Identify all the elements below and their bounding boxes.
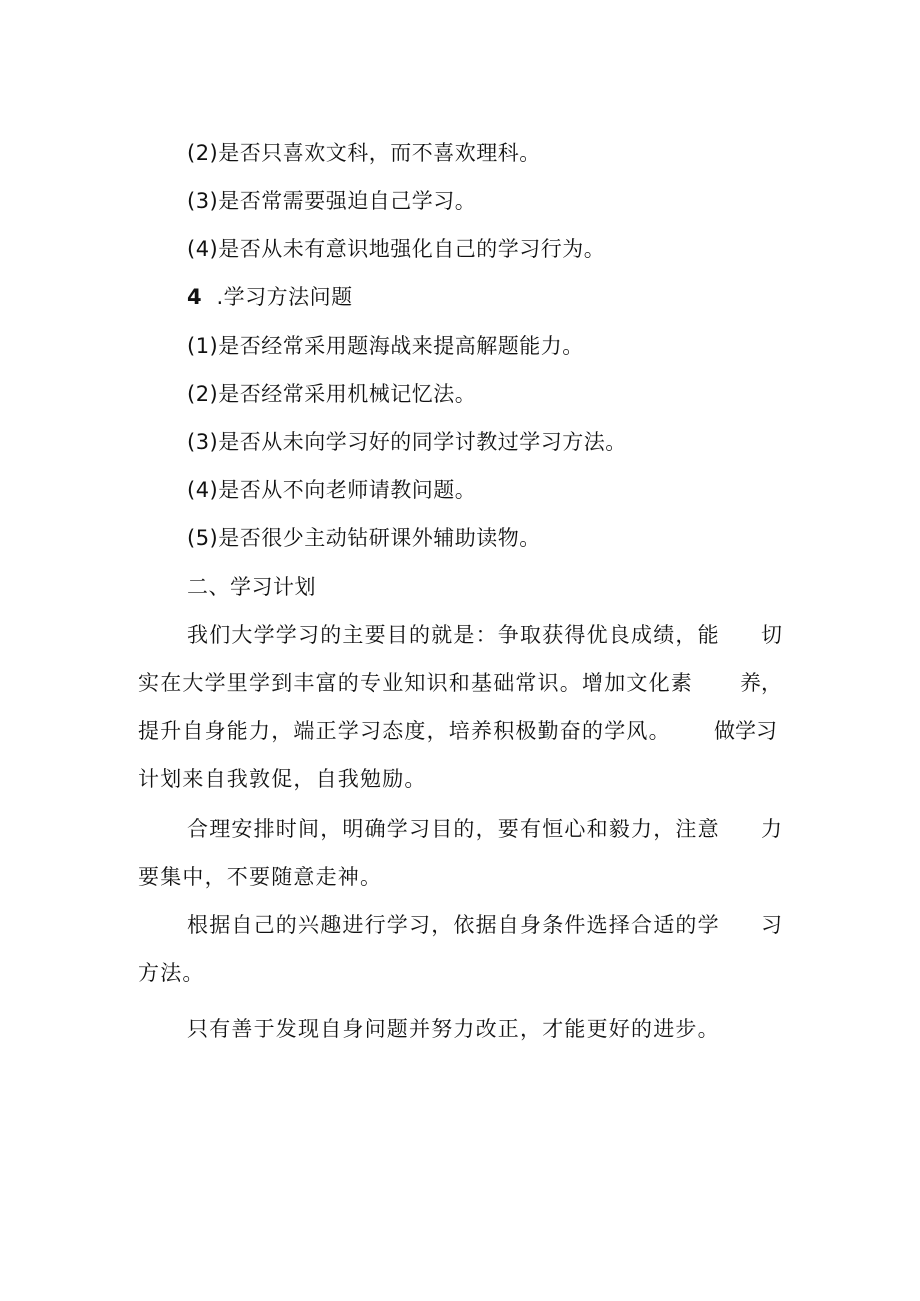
paragraph-line-tail: 切: [761, 623, 782, 647]
list-item: (2)是否只喜欢文科，而不喜欢理科。: [187, 141, 541, 165]
paragraph-line-tail: 做学习: [714, 719, 777, 743]
section-heading-4: [187, 282, 353, 312]
paragraph-line: 我们大学学习的主要目的就是：争取获得优良成绩，能: [187, 623, 720, 647]
list-item: (3)是否从未向学习好的同学讨教过学习方法。: [187, 430, 627, 454]
paragraph-line-tail: 习: [761, 913, 782, 937]
list-item: (4)是否从不向老师请教问题。: [187, 478, 477, 502]
paragraph-line: 根据自己的兴趣进行学习，依据自身条件选择合适的学: [187, 913, 720, 937]
list-item: (4)是否从未有意识地强化自己的学习行为。: [187, 237, 606, 261]
section-heading-2: 二、学习计划: [187, 575, 316, 599]
paragraph-line: 要集中，不要随意走神。: [138, 865, 383, 889]
paragraph-line: 实在大学里学到丰富的专业知识和基础常识。增加文化素: [138, 671, 693, 695]
list-item: (5)是否很少主动钻研课外辅助读物。: [187, 526, 541, 550]
section-title: .学习方法问题: [216, 285, 353, 309]
section-number: 4: [187, 285, 203, 309]
paragraph-line: 合理安排时间，明确学习目的，要有恒心和毅力，注意: [187, 817, 720, 841]
paragraph-line: 提升自身能力，端正学习态度，培养积极勤奋的学风。: [138, 719, 671, 743]
paragraph-line-tail: 力: [761, 817, 782, 841]
list-item: (2)是否经常采用机械记忆法。: [187, 382, 477, 406]
paragraph-line-tail: 养，: [740, 671, 782, 695]
paragraph-line: 方法。: [138, 961, 205, 985]
list-item: (1)是否经常采用题海战来提高解题能力。: [187, 334, 584, 358]
paragraph-line: 计划来自我敦促，自我勉励。: [138, 767, 427, 791]
paragraph-line: 只有善于发现自身问题并努力改正，才能更好的进步。: [187, 1017, 720, 1041]
list-item: (3)是否常需要强迫自己学习。: [187, 189, 477, 213]
